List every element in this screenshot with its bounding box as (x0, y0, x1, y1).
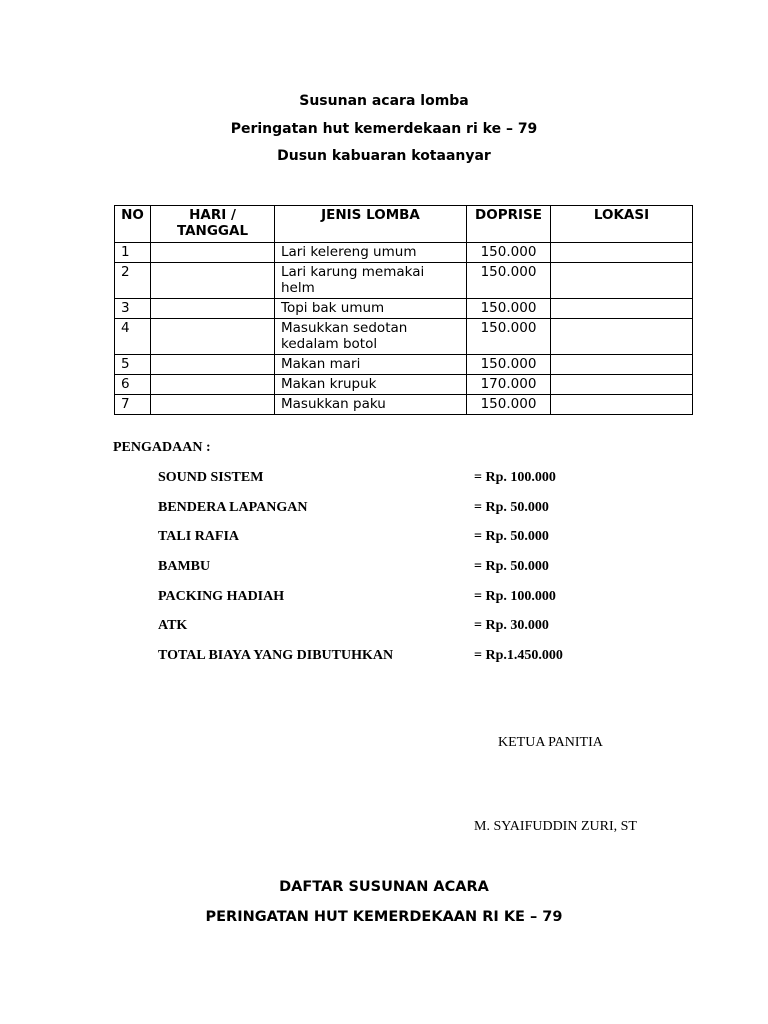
procurement-label: TALI RAFIA (158, 529, 240, 545)
table-row (115, 299, 693, 319)
header-location: LOKASI (551, 206, 693, 243)
cell-no: 3 (115, 299, 151, 319)
cell-day (151, 319, 275, 355)
procurement-amount: = Rp. 50.000 (474, 559, 549, 575)
document-title (0, 88, 768, 171)
procurement-total (158, 646, 618, 676)
cell-no: 7 (115, 395, 151, 415)
procurement-item (158, 616, 618, 646)
procurement-item (158, 557, 618, 587)
cell-prize: 150.000 (467, 319, 551, 355)
cell-day (151, 243, 275, 263)
footer-line-1: DAFTAR SUSUNAN ACARA (279, 879, 489, 895)
header-prize: DOPRISE (467, 206, 551, 243)
cell-day (151, 263, 275, 299)
table-row (115, 319, 693, 355)
procurement-amount: = Rp. 50.000 (474, 529, 549, 545)
footer-line-2: PERINGATAN HUT KEMERDEKAAN RI KE – 79 (205, 909, 563, 925)
table-row (115, 243, 693, 263)
table-row (115, 355, 693, 375)
schedule-table (114, 205, 693, 415)
cell-no: 2 (115, 263, 151, 299)
cell-location (551, 263, 693, 299)
procurement-amount: = Rp. 100.000 (474, 588, 556, 604)
cell-location (551, 243, 693, 263)
cell-location (551, 299, 693, 319)
cell-location (551, 395, 693, 415)
cell-prize: 150.000 (467, 263, 551, 299)
cell-event: Topi bak umum (275, 299, 467, 319)
procurement-label: BENDERA LAPANGAN (158, 499, 308, 515)
cell-no: 5 (115, 355, 151, 375)
cell-location (551, 375, 693, 395)
cell-day (151, 299, 275, 319)
cell-location (551, 319, 693, 355)
cell-event: Masukkan sedotan kedalam botol (275, 319, 467, 355)
procurement-item (158, 498, 618, 528)
procurement-label: BAMBU (158, 559, 211, 575)
cell-no: 6 (115, 375, 151, 395)
cell-no: 1 (115, 243, 151, 263)
procurement-amount: = Rp. 50.000 (474, 499, 549, 515)
cell-day (151, 355, 275, 375)
procurement-amount: = Rp. 100.000 (474, 470, 556, 485)
cell-prize: 150.000 (467, 243, 551, 263)
cell-event: Lari kelereng umum (275, 243, 467, 263)
signature-role: KETUA PANITIA (498, 735, 603, 750)
procurement-label: TOTAL BIAYA YANG DIBUTUHKAN (158, 648, 394, 664)
procurement-label: PACKING HADIAH (158, 588, 285, 604)
cell-event: Makan krupuk (275, 375, 467, 395)
header-no: NO (115, 206, 151, 243)
title-line-3: Dusun kabuaran kotaanyar (277, 148, 491, 164)
procurement-item (158, 527, 618, 557)
cell-day (151, 375, 275, 395)
procurement-list (158, 468, 618, 676)
table-header-row (115, 206, 693, 243)
cell-location (551, 355, 693, 375)
table-row (115, 375, 693, 395)
title-line-2: Peringatan hut kemerdekaan ri ke – 79 (230, 120, 538, 137)
procurement-title: PENGADAAN : (113, 440, 211, 455)
cell-event: Lari karung memakai helm (275, 263, 467, 299)
cell-prize: 150.000 (467, 299, 551, 319)
procurement-label: SOUND SISTEM (158, 470, 264, 485)
cell-day (151, 395, 275, 415)
footer-title (0, 872, 768, 932)
cell-prize: 150.000 (467, 355, 551, 375)
procurement-label: ATK (158, 618, 188, 634)
table-row (115, 263, 693, 299)
header-day: HARI / TANGGAL (151, 206, 275, 243)
cell-no: 4 (115, 319, 151, 355)
cell-event: Makan mari (275, 355, 467, 375)
cell-prize: 150.000 (467, 395, 551, 415)
title-line-1: Susunan acara lomba (299, 93, 469, 109)
cell-prize: 170.000 (467, 375, 551, 395)
cell-event: Masukkan paku (275, 395, 467, 415)
procurement-item (158, 468, 618, 498)
signature-name: M. SYAIFUDDIN ZURI, ST (474, 819, 637, 834)
procurement-amount: = Rp.1.450.000 (474, 648, 563, 664)
header-event: JENIS LOMBA (275, 206, 467, 243)
procurement-amount: = Rp. 30.000 (474, 618, 549, 634)
procurement-item (158, 587, 618, 617)
table-row (115, 395, 693, 415)
